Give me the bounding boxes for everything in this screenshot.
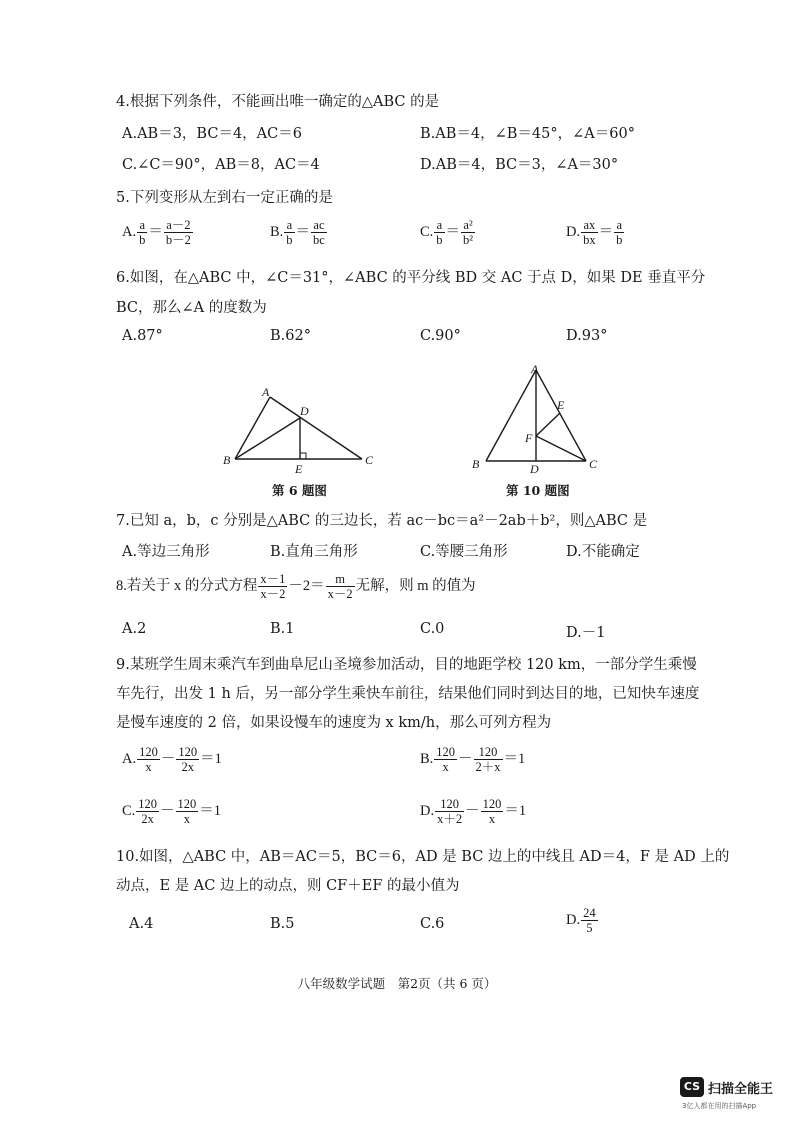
q7-option-c: C.等腰三角形 [420,544,508,560]
q9-option-a: A. $\frac{120}{x}$ － $\frac{120}{2x}$ ＝1 [122,745,222,774]
q6-option-a: A.87° [122,328,163,344]
fig10-side-ac [536,370,586,461]
q8-option-d: D.－1 [566,625,606,641]
figure-6-triangle [215,382,390,477]
fig6-label-d: D [300,404,309,418]
q4-option-b: B.AB＝4，∠B＝45°，∠A＝60° [420,126,635,142]
q9-stem-line2: 车先行，出发 1 h 后，另一部分学生乘快车前往，结果他们同时到达目的地，已知快车速度 [116,686,700,702]
q5-stem: 5.下列变形从左到右一定正确的是 [116,190,333,206]
q5-option-b: B. $\frac{a}{b}$ ＝ $\frac{ac}{bc}$ [270,218,325,247]
fig6-segment-bd [235,418,300,459]
q10-option-c: C.6 [420,916,445,932]
camscanner-badge-icon: CS [680,1077,704,1097]
q7-stem: 7.已知 a，b，c 分别是△ABC 的三边长，若 ac－bc＝a²－2ab＋b²，则△ABC 是 [116,513,648,529]
fig6-label-c: C [365,453,374,467]
camscanner-logo [680,1077,784,1111]
q9-option-d: D. $\frac{120}{x+2}$ － $\frac{120}{x}$ ＝1 [420,797,527,826]
fig10-side-ab [486,370,536,461]
fig6-label-b: B [223,453,231,467]
fig6-label-e: E [295,462,303,476]
q7-option-a: A.等边三角形 [122,544,210,560]
figure-10-caption: 第 10 题图 [506,483,570,498]
q7-option-d: D.不能确定 [566,544,640,560]
fig10-label-e: E [557,398,565,412]
q8-option-b: B.1 [270,621,295,637]
q6-option-c: C.90° [420,328,461,344]
q8-stem: 8.若关于 x 的分式方程 $\frac{x-1}{x-2}$ －2＝ $\frac{m}{x-2}$ 无解，则 m 的值为 [116,572,476,601]
q9-option-b: B. $\frac{120}{x}$ － $\frac{120}{2+x}$ ＝1 [420,745,526,774]
q9-option-c: C. $\frac{120}{2x}$ － $\frac{120}{x}$ ＝1 [122,797,222,826]
fig10-label-a: A [531,362,539,376]
fig10-label-d: D [530,462,539,476]
fig6-label-a: A [262,385,270,399]
q6-option-b: B.62° [270,328,311,344]
q7-option-b: B.直角三角形 [270,544,358,560]
q9-stem-line3: 是慢车速度的 2 倍，如果设慢车的速度为 x km/h，那么可列方程为 [116,715,552,731]
camscanner-name: 扫描全能王 [708,1082,774,1097]
fig10-segment-ef [536,413,560,436]
camscanner-tagline: 3亿人都在用的扫描App [682,1102,757,1110]
q8-option-c: C.0 [420,621,445,637]
q10-option-a: A.4 [129,916,154,932]
q10-option-b: B.5 [270,916,295,932]
q5-option-d: D. $\frac{ax}{bx}$ ＝ $\frac{a}{b}$ [566,218,623,247]
q5-option-c: C. $\frac{a}{b}$ ＝ $\frac{\text{a²}}{\text{b²}}$ [420,218,474,247]
q5-option-a: A. $\frac{a}{b}$ ＝ $\frac{a-2}{b-2}$ [122,218,191,247]
q6-stem-line2: BC，那么∠A 的度数为 [116,300,267,316]
q4-option-a: A.AB＝3，BC＝4，AC＝6 [122,126,302,142]
figure-10-triangle [465,360,615,478]
figure-6-caption: 第 6 题图 [272,483,327,498]
q4-option-c: C.∠C＝90°，AB＝8，AC＝4 [122,157,320,173]
q6-stem-line1: 6.如图，在△ABC 中，∠C＝31°，∠ABC 的平分线 BD 交 AC 于点 D，如果 DE 垂直平分 [116,270,706,286]
q8-option-a: A.2 [122,621,147,637]
fig6-right-angle-mark [300,453,306,459]
fig10-label-c: C [589,457,598,471]
q10-stem-line1: 10.如图，△ABC 中，AB＝AC＝5，BC＝6，AD 是 BC 边上的中线且 AD＝4，F 是 AD 上的 [116,849,730,865]
page-footer: 八年级数学试题 第2页（共 6 页） [297,976,497,991]
q4-option-d: D.AB＝4，BC＝3，∠A＝30° [420,157,619,173]
q9-stem-line1: 9.某班学生周末乘汽车到曲阜尼山圣境参加活动，目的地距学校 120 km，一部分学生乘慢 [116,657,697,673]
q10-option-d: D. $\frac{24}{5}$ [566,906,596,935]
fig10-label-b: B [472,457,480,471]
q4-stem: 4.根据下列条件，不能画出唯一确定的△ABC 的是 [116,94,440,110]
q10-stem-line2: 动点，E 是 AC 边上的动点，则 CF＋EF 的最小值为 [116,878,460,894]
fig10-label-f: F [525,431,533,445]
q6-option-d: D.93° [566,328,608,344]
fig6-side-ab [235,397,270,459]
